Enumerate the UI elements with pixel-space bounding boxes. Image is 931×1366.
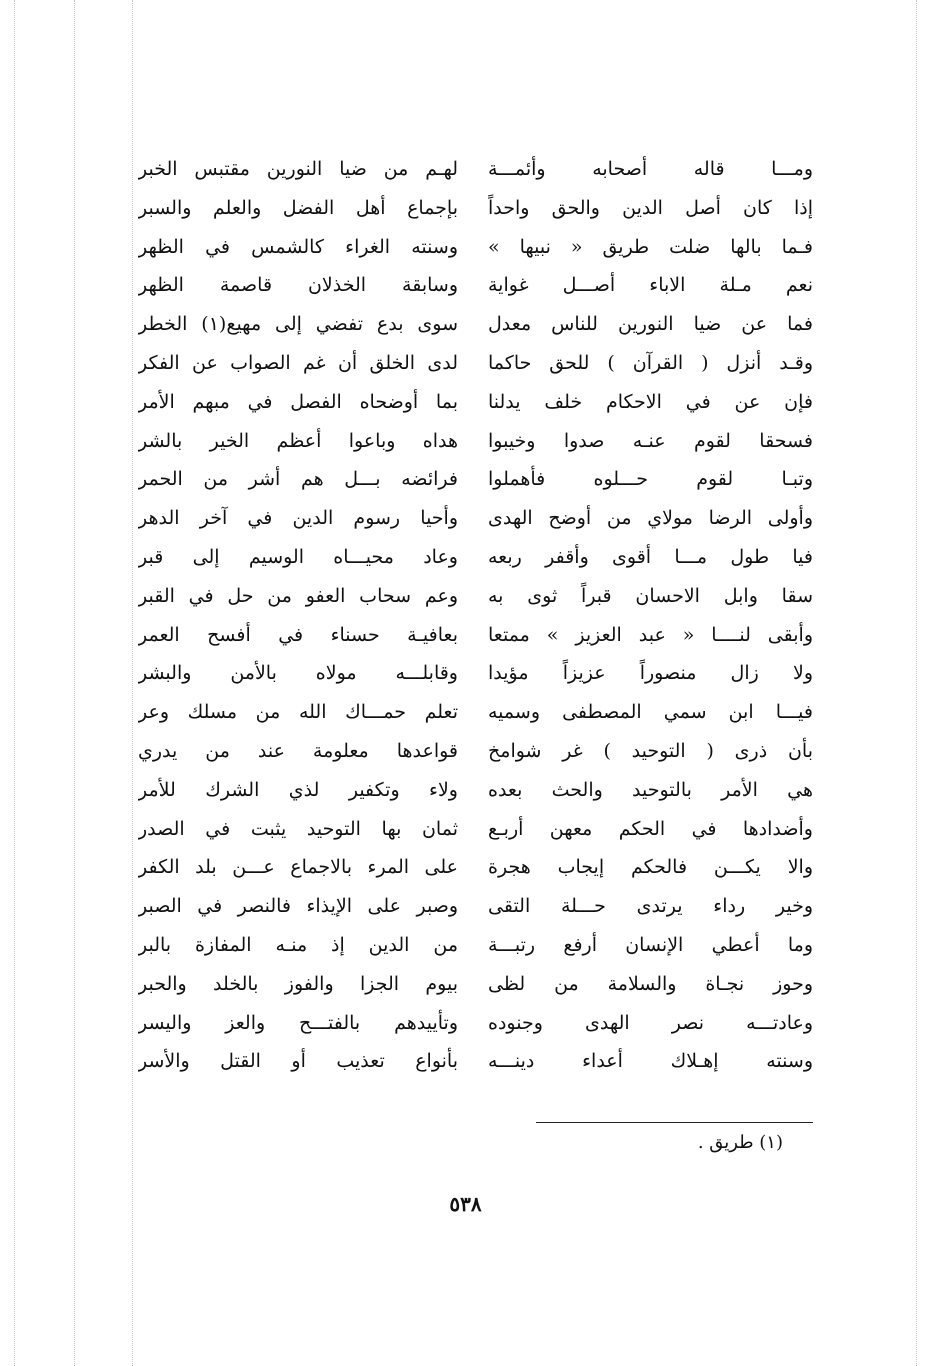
verse-line: هي الأمر بالتوحيد والحث بعده (488, 778, 813, 801)
footnote: (١) طريق . (697, 1132, 783, 1153)
verse-line: ولاء وتكفير لذي الشرك للأمر (138, 778, 458, 801)
verse-line: وأبقى لنــــا « عبد العزيز » ممتعا (488, 623, 813, 646)
verse-line: لدى الخلق أن غم الصواب عن الفكر (138, 351, 458, 374)
poem-right-column (488, 150, 813, 1081)
verse-line: على المرء بالاجماع عـــن بلد الكفر (138, 856, 458, 879)
verse-line: وسابقة الخذلان قاصمة الظهر (138, 274, 458, 297)
verse-line: وتبـا لقوم حـــلوه فأهملوا (488, 468, 813, 491)
verse-line: سوى بدع تفضي إلى مهيع(١) الخطر (138, 313, 458, 336)
verse-line: وسنته الغراء كالشمس في الظهر (138, 235, 458, 258)
verse-line: فيـــا ابن سمي المصطفى وسميه (488, 701, 813, 724)
verse-line: تعلم حمـــاك الله من مسلك وعر (138, 701, 458, 724)
verse-line: بعافيـة حسناء في أفسح العمر (138, 623, 458, 646)
verse-line: فيا طول مـــا أقوى وأقفر ربعه (488, 545, 813, 568)
verse-line: فما عن ضيا النورين للناس معدل (488, 313, 813, 336)
verse-line: وتأييدهم بالفتـــح والعز واليسر (138, 1011, 458, 1034)
verse-line: وأولى الرضا مولاي من أوضح الهدى (488, 507, 813, 530)
margin-dotted-line-gutter (132, 0, 133, 1366)
verse-line: وحوز نجـاة والسلامة من لظى (488, 972, 813, 995)
margin-dotted-line-left (14, 0, 15, 1366)
verse-line: بيوم الجزا والفوز بالخلد والحبر (138, 972, 458, 995)
verse-line: فسحقا لقوم عنـه صدوا وخيبوا (488, 429, 813, 452)
verse-line: بأن ذرى ( التوحيد ) غر شوامخ (488, 739, 813, 762)
verse-line: بما أوضحاه الفصل في مبهم الأمر (138, 390, 458, 413)
verse-line: فـما بالها ضلت طريق « نبيها » (488, 235, 813, 258)
verse-line: ومـــا قاله أصحابه وأئمـــة (488, 158, 813, 180)
verse-line: من الدين إذ منـه المفازة بالبر (138, 933, 458, 956)
verse-line: وقابلـــه مولاه بالأمن والبشر (138, 662, 458, 685)
verse-line: وقـد أنزل ( القرآن ) للحق حاكما (488, 351, 813, 374)
verse-line: لهـم من ضيا النورين مقتبس الخبر (138, 158, 458, 180)
poem-left-column (138, 150, 458, 1081)
verse-line: وعم سحاب العفو من حل في القبر (138, 584, 458, 607)
margin-dotted-line-right (916, 0, 917, 1366)
verse-line: وسنته إهـلاك أعداء دينـــه (488, 1050, 813, 1073)
verse-line: سقا وابل الاحسان قبراً ثوى به (488, 584, 813, 607)
verse-line: ولا زال منصوراً عزيزاً مؤيدا (488, 662, 813, 685)
page-number: ٥٣٨ (449, 1192, 482, 1216)
verse-line: إذا كان أصل الدين والحق واحداً (488, 196, 813, 219)
verse-line: هداه وباعوا أعظم الخير بالشر (138, 429, 458, 452)
verse-line: ثمان بها التوحيد يثبت في الصدر (138, 817, 458, 840)
verse-line: فرائضه بـــل هم أشر من الحمر (138, 468, 458, 491)
verse-line: والا يكـــن فالحكم إيجاب هجرة (488, 856, 813, 879)
verse-line: فإن عن في الاحكام خلف يدلنا (488, 390, 813, 413)
verse-line: قواعدها معلومة عند من يدري (138, 739, 458, 762)
verse-line: وعادتـــه نصر الهدى وجنوده (488, 1011, 813, 1034)
verse-line: وخير رداء يرتدى حـــلة التقى (488, 895, 813, 918)
verse-line: نعم مـلة الاباء أصـــل غواية (488, 274, 813, 297)
footnote-separator (536, 1122, 813, 1123)
verse-line: وأضدادها في الحكم معهن أربـع (488, 817, 813, 840)
margin-dotted-line-left-inner (74, 0, 75, 1366)
verse-line: وصبر على الإيذاء فالنصر في الصبر (138, 895, 458, 918)
verse-line: وما أعطي الإنسان أرفع رتبـــة (488, 933, 813, 956)
verse-line: وعاد محيـــاه الوسيم إلى قبر (138, 545, 458, 568)
verse-line: وأحيا رسوم الدين في آخر الدهر (138, 507, 458, 530)
verse-line: بإجماع أهل الفضل والعلم والسبر (138, 196, 458, 219)
verse-line: بأنواع تعذيب أو القتل والأسر (138, 1050, 458, 1073)
